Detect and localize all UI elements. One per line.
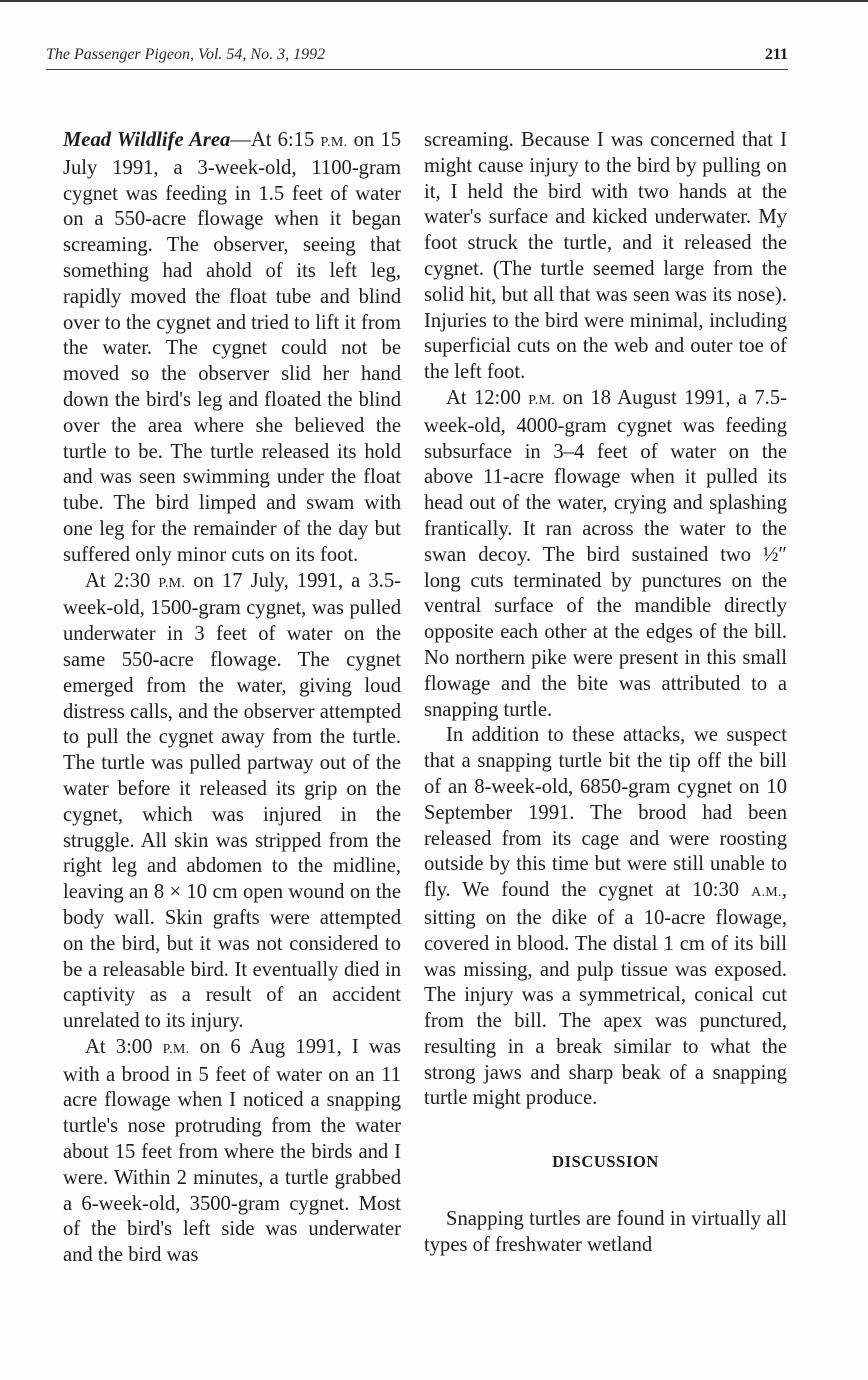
journal-citation: The Passenger Pigeon, Vol. 54, No. 3, 1992 <box>46 46 326 63</box>
header-rule <box>46 69 788 70</box>
paragraph-10-september <box>424 723 787 1112</box>
right-column <box>424 128 787 1259</box>
top-border-rule <box>0 0 868 2</box>
paragraph-text: —At 6:15 <box>230 129 321 151</box>
time-suffix: A.M. <box>751 885 782 901</box>
paragraph-text: At 3:00 <box>85 1035 163 1058</box>
paragraph-text: on 6 Aug 1991, I was with a brood in 5 feet of water on an 11 acre flowage when I noticed a snapping turtle's nose protruding from the water about 15 feet from where the birds and I were. Within 2 minutes, a turtle grabbed a 6-week-old, 3500-gram cygnet. Most of the bird's left side was underwater and the bird was <box>63 1035 401 1267</box>
paragraph-text: At 12:00 <box>446 386 529 409</box>
paragraph-text: on 17 July, 1991, a 3.5-week-old, 1500-gram cygnet, was pulled underwater in 3 feet of water on the same 550-acre flowage. The cygnet emerged from the water, giving loud distress calls, and the observer attempted to pull the cygnet away from the turtle. The turtle was pulled partway out of the water before it released its grip on the cygnet, which was injured in the struggle. All skin was stripped from the right leg and abdomen to the midline, leaving an 8 × 10 cm open wound on the body wall. Skin grafts were attempted on the bird, but it was not considered to be a releasable bird. It eventually died in captivity as a result of an accident unrelated to its injury. <box>63 569 401 1033</box>
paragraph-text: In addition to these attacks, we suspect that a snapping turtle bit the tip off the bill of an 8-week-old, 6850-gram cygnet on 10 September 1991. The brood had been released from its cage and were roosting outside by this time but were still unable to fly. We found the cygnet at 10:30 <box>424 724 787 902</box>
paragraph-text: At 2:30 <box>85 569 159 592</box>
section-lead-in: Mead Wildlife Area <box>63 129 231 151</box>
paragraph-continued: screaming. Because I was concerned that I might cause injury to the bird by pulling on it, I held the bird with two hands at the water's surface and kicked underwater. My foot struck the turtle, and it released the cygnet. (The turtle seemed large from the solid hit, but all that was seen was its nose). Injuries to the bird were minimal, including superficial cuts on the web and outer toe of the left foot. <box>424 129 787 384</box>
section-heading-discussion: DISCUSSION <box>552 1152 659 1172</box>
time-suffix: P.M. <box>320 135 348 150</box>
time-suffix: P.M. <box>528 392 556 408</box>
time-suffix: P.M. <box>162 1041 190 1057</box>
paragraph-18-august <box>424 386 787 723</box>
running-header <box>46 46 788 70</box>
paragraph-discussion: Snapping turtles are found in virtually all types of freshwater wetland <box>424 1208 787 1256</box>
paragraph-text: , sitting on the dike of a 10-acre flowage, covered in blood. The distal 1 cm of its bill was missing, and pulp tissue was exposed. The injury was a symmetrical, conical cut from the bill. The apex was punctured, resulting in a break similar to what the strong jaws and sharp beak of a snapping turtle might produce. <box>424 879 787 1110</box>
time-suffix: P.M. <box>158 575 186 591</box>
left-column <box>63 128 401 1269</box>
paragraph-text: on 15 July 1991, a 3-week-old, 1100-gram cygnet was feeding in 1.5 feet of water on a 550-acre flowage when it began screaming. The observer, seeing that something had ahold of its left leg, rapidly moved the float tube and blind over to the cygnet and tried to lift it from the water. The cygnet could not be moved so the observer slid her hand down the bird's leg and floated the blind over the area where she believed the turtle to be. The turtle released its hold and was seen swimming under the float tube. The bird limped and swam with one leg for the remainder of the day but suffered only minor cuts on its foot. <box>63 129 402 566</box>
paragraph-6-aug <box>63 1035 401 1269</box>
paragraph-text: on 18 August 1991, a 7.5-week-old, 4000-gram cygnet was feeding subsurface in 3–4 feet of water on the above 11-acre flowage when it pulled its head out of the water, crying and splashing frantically. It ran across the water to the swan decoy. The bird sustained two ½″ long cuts terminated by punctures on the ventral surface of the mandible directly opposite each other at the edges of the bill. No northern pike were present in this small flowage and the bite was attributed to a snapping turtle. <box>424 386 787 721</box>
paragraph-mead-wildlife-area <box>63 128 401 569</box>
paragraph-17-july <box>63 569 401 1035</box>
page-number: 211 <box>764 46 788 63</box>
